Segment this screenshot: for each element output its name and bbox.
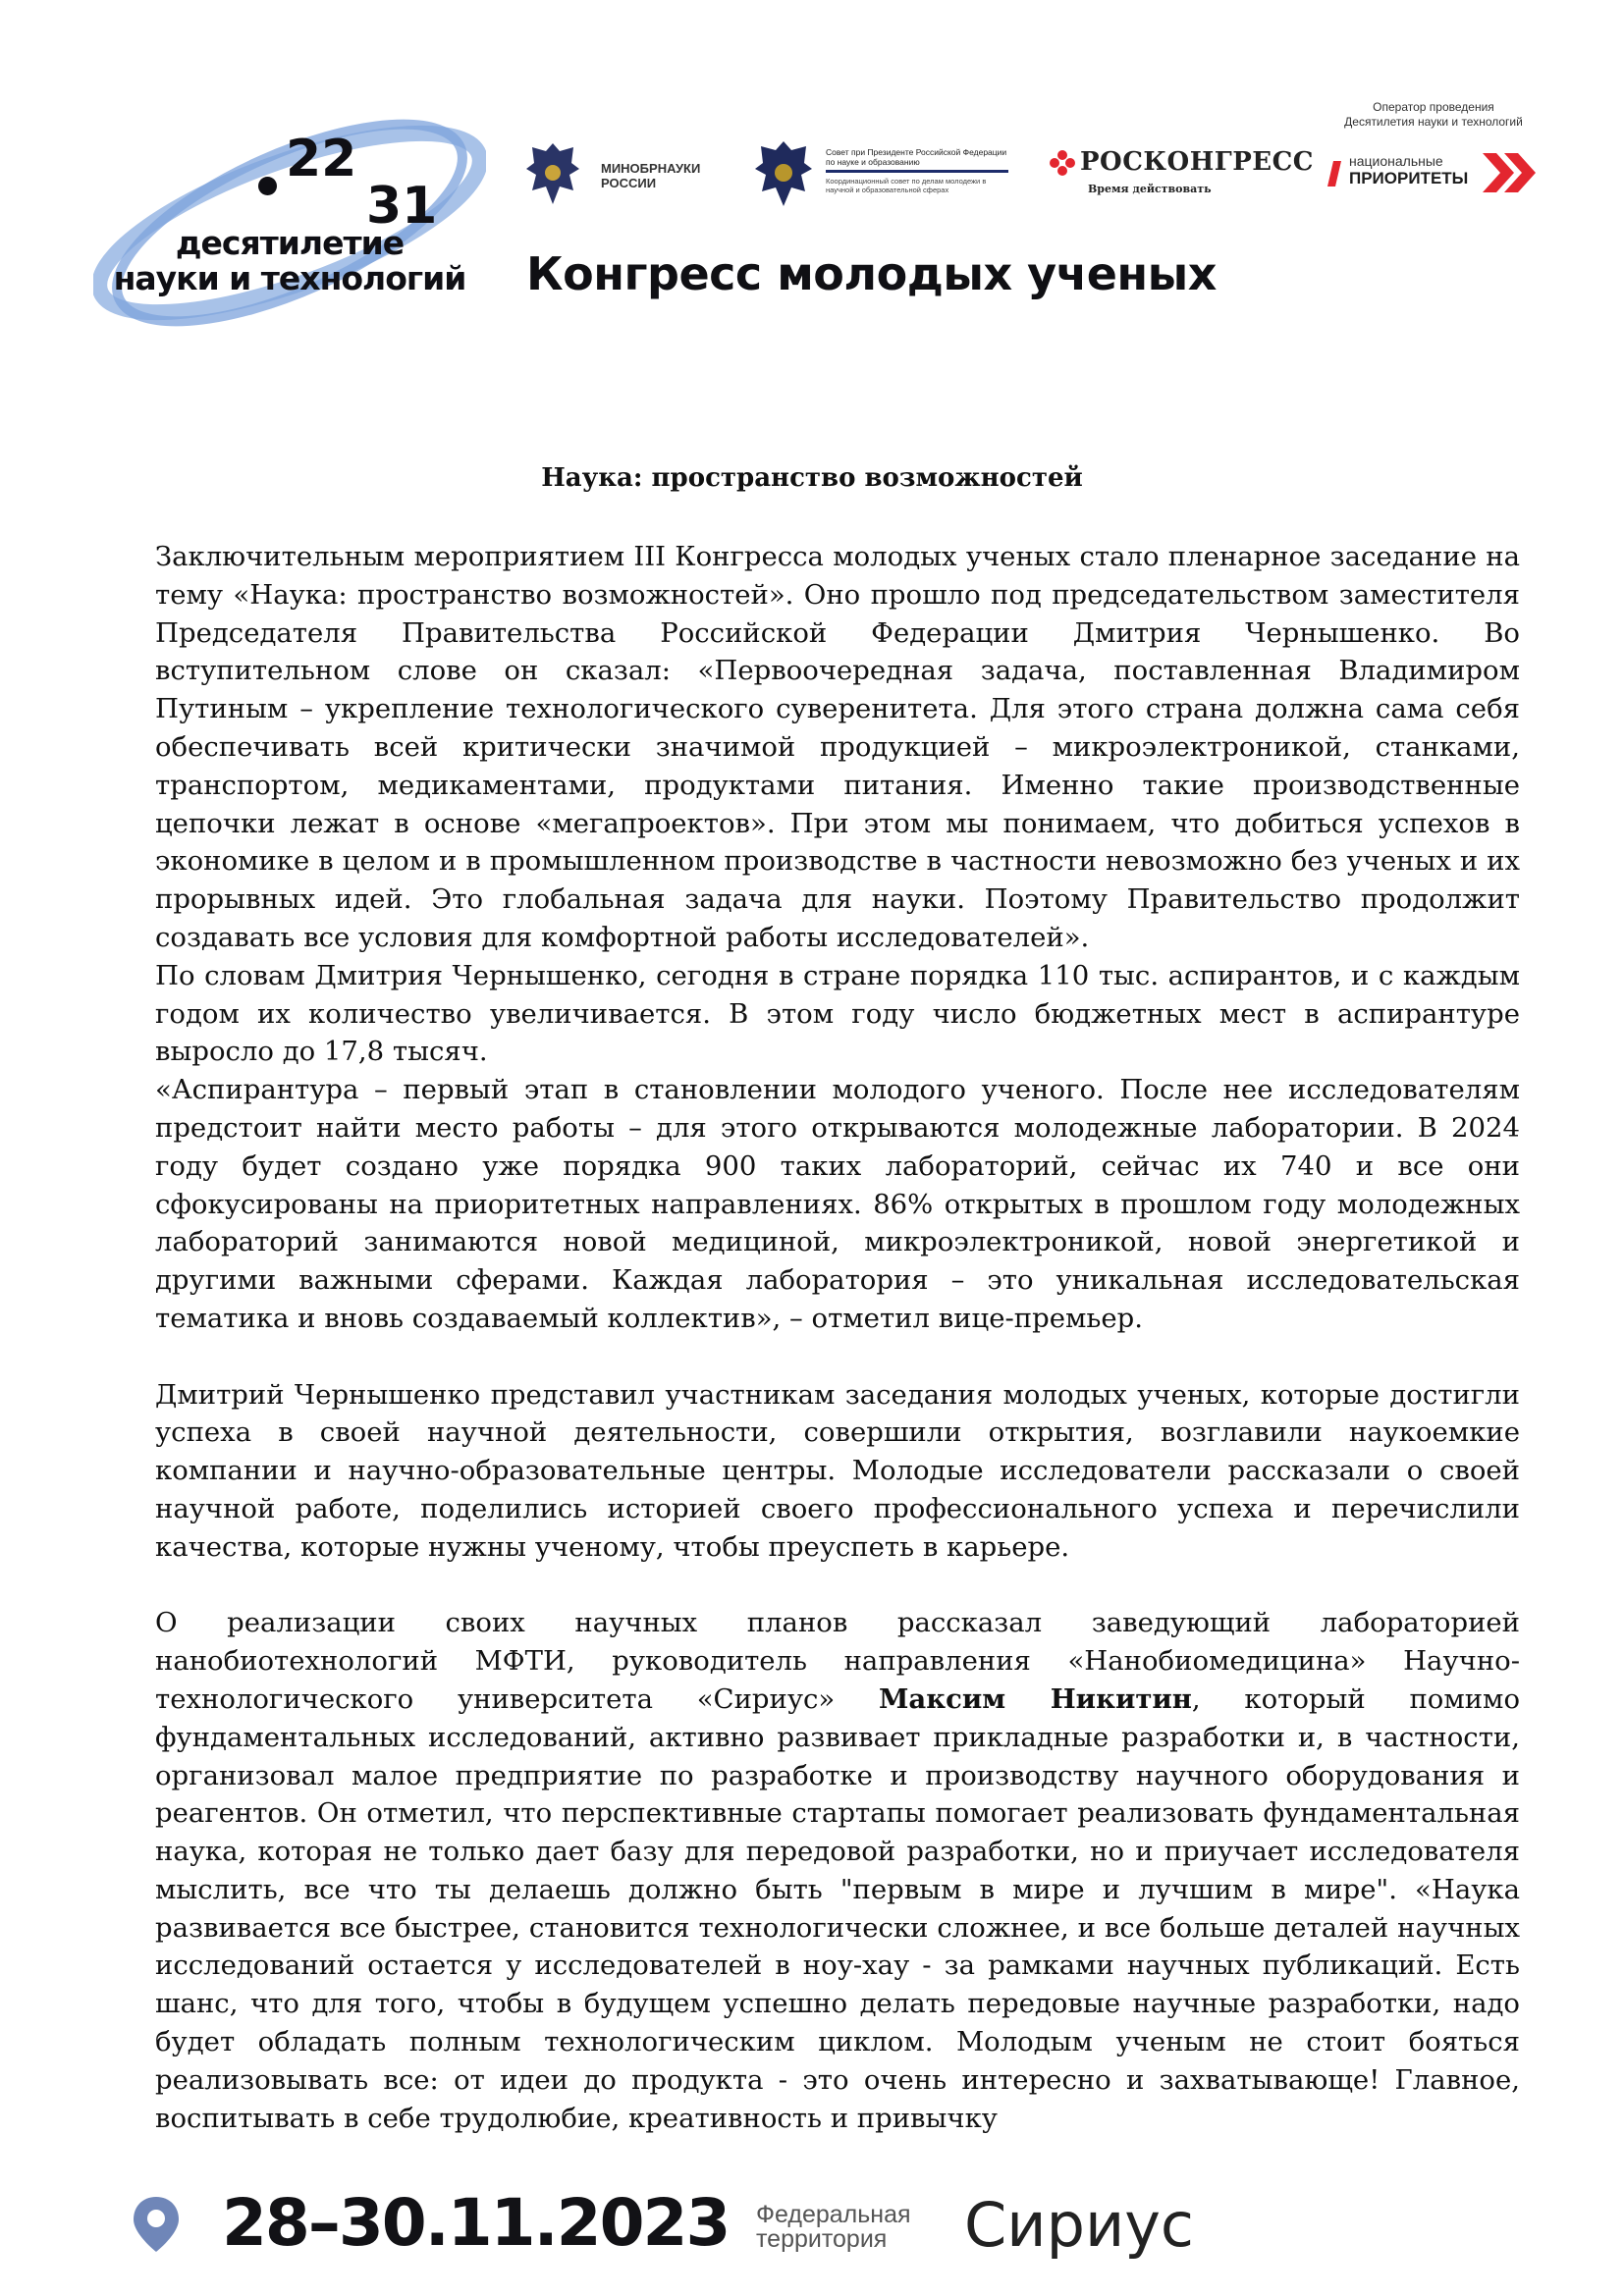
decade-logo <box>93 90 486 355</box>
event-city: Сириус <box>964 2189 1195 2261</box>
paragraph-3: «Аспирантура – первый этап в становлении молодого ученого. После нее исследователям предстоит найти место работы – для этого открываются молодежные лаборатории. В 2024 году будет создано уже порядка 900 таких лабораторий, сейчас их 740 и все они сфокусированы на приоритетных направлениях. 86% открытых в прошлом году молодежных лабораторий занимаются новой медициной, микроэлектроникой, новой энергетикой и другими важными сферами. Каждая лаборатория – это уникальная исследовательская тематика и вновь создаваемый коллектив», – отметил вице-премьер. <box>155 1074 1520 1334</box>
council-divider <box>826 170 1008 173</box>
roscongress-name: РОСКОНГРЕСС <box>1080 147 1314 177</box>
council-name: Совет при Президенте Российской Федерации по науке и образованию <box>826 147 1007 167</box>
decade-caption-line2: науки и технологий <box>113 259 466 297</box>
paragraph-5-rest: , который помимо фундаментальных исследований, активно развивает прикладные разработки и, в частности, организовал малое предприятие по разработке и производству научного оборудования и реагентов. Он отметил, что перспективные стартапы помогает реализовать фундаментальная наука, которая не только дает базу для передовой разработки, но и приучает исследователя мыслить, все что ты делаешь должно быть "первым в мире и лучшим в мире". «Наука развивается все быстрее, становится технологически сложнее, и все больше деталей научных исследований остается у исследователей в ноу-хау - за рамками научных публикаций. Есть шанс, что для того, чтобы в будущем успешно делать передовые научные разработки, надо будет обладать полным технологическим циклом. Молодым ученым не стоит бояться реализовывать все: от идеи до продукта - это очень интересно и захватывающе! Главное, воспитывать в себе трудолюбие, креативность и привычку <box>155 1682 1520 2134</box>
congress-title: Конгресс молодых ученых <box>526 247 1217 300</box>
territory-label: Федеральная территория <box>756 2201 911 2253</box>
paragraph-1: Заключительным мероприятием III Конгресса молодых ученых стало пленарное заседание на тему «Наука: пространство возможностей». Оно прошло под председательством заместителя Председателя Правительства Российской Федерации Дмитрия Чернышенко. Во вступительном слове он сказал: «Первоочередная задача, поставленная Владимиром Путиным – укрепление технологического суверенитета. Для этого страна должна сама себя обеспечивать всей критически значимой продукцией – микроэлектроникой, станками, транспортом, медикаментами, продуктами питания. Именно такие производственные цепочки лежат в основе «мегапроектов». При этом мы понимаем, что добиться успехов в экономике в целом и в промышленном производстве в частности невозможно без ученых и их прорывных идей. Это глобальная задача для науки. Поэтому Правительство продолжит создавать все условия для комфортной работы исследователей». <box>155 541 1520 953</box>
decade-year-start: 22 <box>286 130 357 188</box>
paragraph-4: Дмитрий Чернышенко представил участникам заседания молодых ученых, которые достигли успеха в своей научной деятельности, совершили открытия, возглавили наукоемкие компании и научно-образовательные центры. Молодые исследователи рассказали о своей научной работе, поделились историей своего профессионального успеха и перечислили качества, которые нужны ученому, чтобы преуспеть в карьере. <box>155 1378 1520 1563</box>
decade-dot <box>258 177 277 195</box>
minobrnauki-text: МИНОБРНАУКИ РОССИИ <box>601 161 701 190</box>
article-title: Наука: пространство возможностей <box>541 463 1083 493</box>
location-pin-icon <box>131 2195 182 2254</box>
operator-label: Оператор проведения Десятилетия науки и технологий <box>1344 100 1523 129</box>
paragraph-2: По словам Дмитрия Чернышенко, сегодня в стране порядка 110 тыс. аспирантов, и с каждым годом их количество увеличивается. В этом году число бюджетных мест в аспирантуре выросло до 17,8 тысяч. <box>155 959 1520 1068</box>
event-footer <box>0 2185 1624 2268</box>
decade-year-end: 31 <box>366 177 438 236</box>
article-body <box>155 538 1520 2137</box>
natprio-big-text: ПРИОРИТЕТЫ <box>1349 169 1469 187</box>
event-dates: 28–30.11.2023 <box>222 2185 730 2261</box>
decade-caption-line1: десятилетие <box>175 224 405 262</box>
roscongress-mark-icon <box>1049 149 1076 177</box>
paragraph-5 <box>155 1604 1520 2137</box>
russian-emblem-icon <box>751 137 816 210</box>
scientist-name: Максим Никитин <box>878 1682 1192 1715</box>
paragraph-5-intro: О реализации своих научных планов рассказал заведующий лабораторией нанобиотехнологий МФТИ, руководитель направления «Нанобиомедицина» Научно-технологического университета «Сириус» <box>155 1607 1520 1715</box>
natprio-logo <box>1327 147 1543 198</box>
roscongress-logo <box>1049 145 1314 204</box>
russian-emblem-icon <box>522 139 583 208</box>
council-subtitle: Координационный совет по делам молодежи в научной и образовательной сферах <box>826 177 987 194</box>
roscongress-slogan: Время действовать <box>1088 183 1212 195</box>
natprio-small-text: национальные <box>1349 153 1443 169</box>
decade-caption <box>93 226 486 296</box>
